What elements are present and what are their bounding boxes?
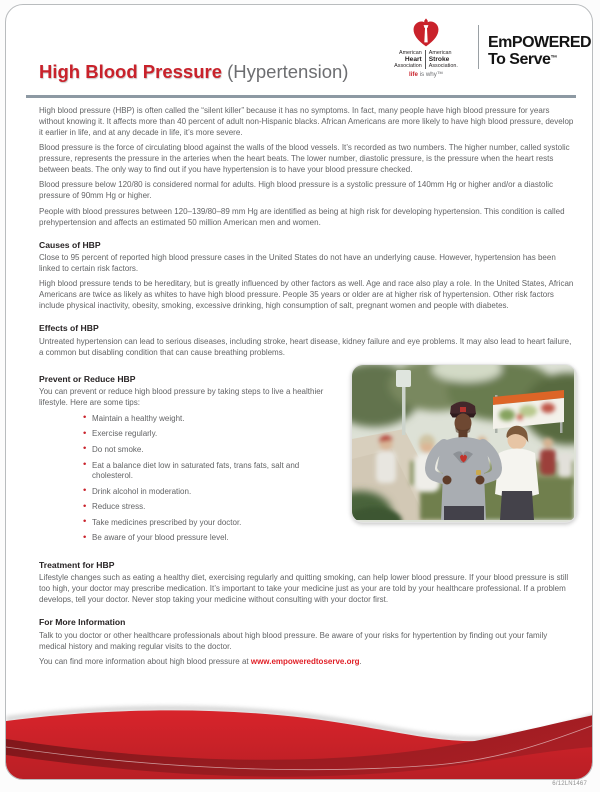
prevent-section-row — [39, 363, 576, 549]
empoweredtoserve-link[interactable]: www.empoweredtoserve.org — [250, 656, 360, 666]
document-page — [5, 4, 593, 780]
list-item: • Reduce stress. — [83, 502, 342, 512]
aha-asa-logo — [378, 17, 474, 78]
section-heading-effects: Effects of HBP — [39, 323, 99, 334]
list-item: • Be aware of your blood pressure level. — [83, 533, 342, 543]
section-heading-more-info: For More Information — [39, 617, 126, 628]
prevention-tips-list — [39, 414, 342, 544]
life-is-why-tagline: life is why™ — [408, 71, 444, 79]
list-item: • Do not smoke. — [83, 445, 342, 455]
more-info-paragraph: Talk to you doctor or other healthcare professionals about high blood pressure. Be aware of your risks for hypertention by finding out your family medical history and making regular visits to the doctor. — [39, 630, 548, 651]
section-heading-causes: Causes of HBP — [39, 239, 101, 250]
footer-wave-graphic — [6, 695, 593, 779]
photo-people-walking — [351, 364, 577, 523]
document-code: 6/12LN1467 — [552, 781, 587, 787]
list-item: • Take medicines prescribed by your doctor. — [83, 518, 342, 528]
list-item: • Eat a balance diet low in saturated fats, trans fats, salt and cholesterol. — [83, 461, 342, 482]
title-rule — [26, 95, 576, 98]
effects-paragraph: Untreated hypertension can lead to serious diseases, including stroke, heart disease, kidney failure and eye problems. It may also lead to heart failure, a common but disabling condition that can cause breathing problems. — [39, 336, 572, 357]
intro-paragraph: Blood pressure below 120/80 is considered normal for adults. High blood pressure is a systolic pressure of 140mm Hg or higher and/or a diastolic pressure of 90mm Hg or higher. — [39, 180, 554, 201]
intro-paragraph: Blood pressure is the force of circulating blood against the walls of the blood vessels. It’s recorded as two numbers. The higher number, called systolic pressure, represents the pressure in the arteries when the heart beats. The lower number, diastolic pressure, is the pressure when the heart rests between beats. The only way to find out if you have hypertension is to have your blood pressure checked. — [39, 143, 570, 175]
causes-paragraph: Close to 95 percent of reported high blood pressure cases in the United States do not have an underlying cause. However, hypertension has been linked to certain risk factors. — [39, 253, 556, 273]
treatment-paragraph: Lifestyle changes such as eating a healthy diet, exercising regularly and quitting smoking, can help lower blood pressure. If your blood pressure is still too high, your doctor may prescribe medication. It’s important to take your medicine just as your are told by your healthcare professional. If a problem develops, tell your doctor. Never stop taking your medicine without consulting with your doctor first. — [39, 573, 569, 605]
prevent-text-column — [39, 363, 342, 549]
list-item: • Exercise regularly. — [83, 429, 342, 439]
header-divider — [478, 25, 479, 69]
american-stroke-association-wordmark: American Stroke Association. — [428, 50, 458, 70]
causes-paragraph: High blood pressure tends to be hereditary, but is greatly influenced by other factors as well. Age and race also play a role. In the United States, African Americans are twice as likely as whites to have high blood pressure. People 35 years or older are at higher risk of hypertension. Other risk factors include physical inactivity, obesity, smoking, excessive drinking, high consumption of salt, pregnant women and people with diabetes. — [39, 279, 574, 311]
section-heading-prevent: Prevent or Reduce HBP — [39, 373, 136, 384]
american-heart-association-wordmark: American Heart Association — [394, 50, 426, 69]
page-title: High Blood Pressure (Hypertension) — [39, 61, 349, 82]
more-info-link-line: You can find more information about high blood pressure at www.empoweredtoserve.org. — [39, 656, 362, 666]
heart-torch-icon — [378, 17, 474, 49]
intro-paragraph: High blood pressure (HBP) is often called the “silent killer” because it has no symptoms. In fact, many people have high blood pressure for years without knowing it. It affects more than 40 percent of adult non-Hispanic blacks. African Americans are more likely to have high blood pressure, develop it earlier in life, and at any decade in life, it’s more severe. — [39, 106, 574, 137]
intro-paragraph: People with blood pressures between 120–139/80–89 mm Hg are identified as being at high risk for developing hypertension. This condition is called prehypertension and affects an estimated 50 million American men and women. — [39, 206, 565, 227]
section-heading-treatment: Treatment for HBP — [39, 559, 115, 570]
prevent-intro-paragraph: You can prevent or reduce high blood pressure by taking steps to live a healthier lifestyle. Here are some tips: — [39, 387, 324, 408]
document-body — [39, 106, 576, 672]
list-item: • Drink alcohol in moderation. — [83, 487, 342, 497]
empowered-to-serve-wordmark: EmPOWERED To Serve™ — [488, 34, 592, 68]
list-item: • Maintain a healthy weight. — [83, 414, 342, 424]
